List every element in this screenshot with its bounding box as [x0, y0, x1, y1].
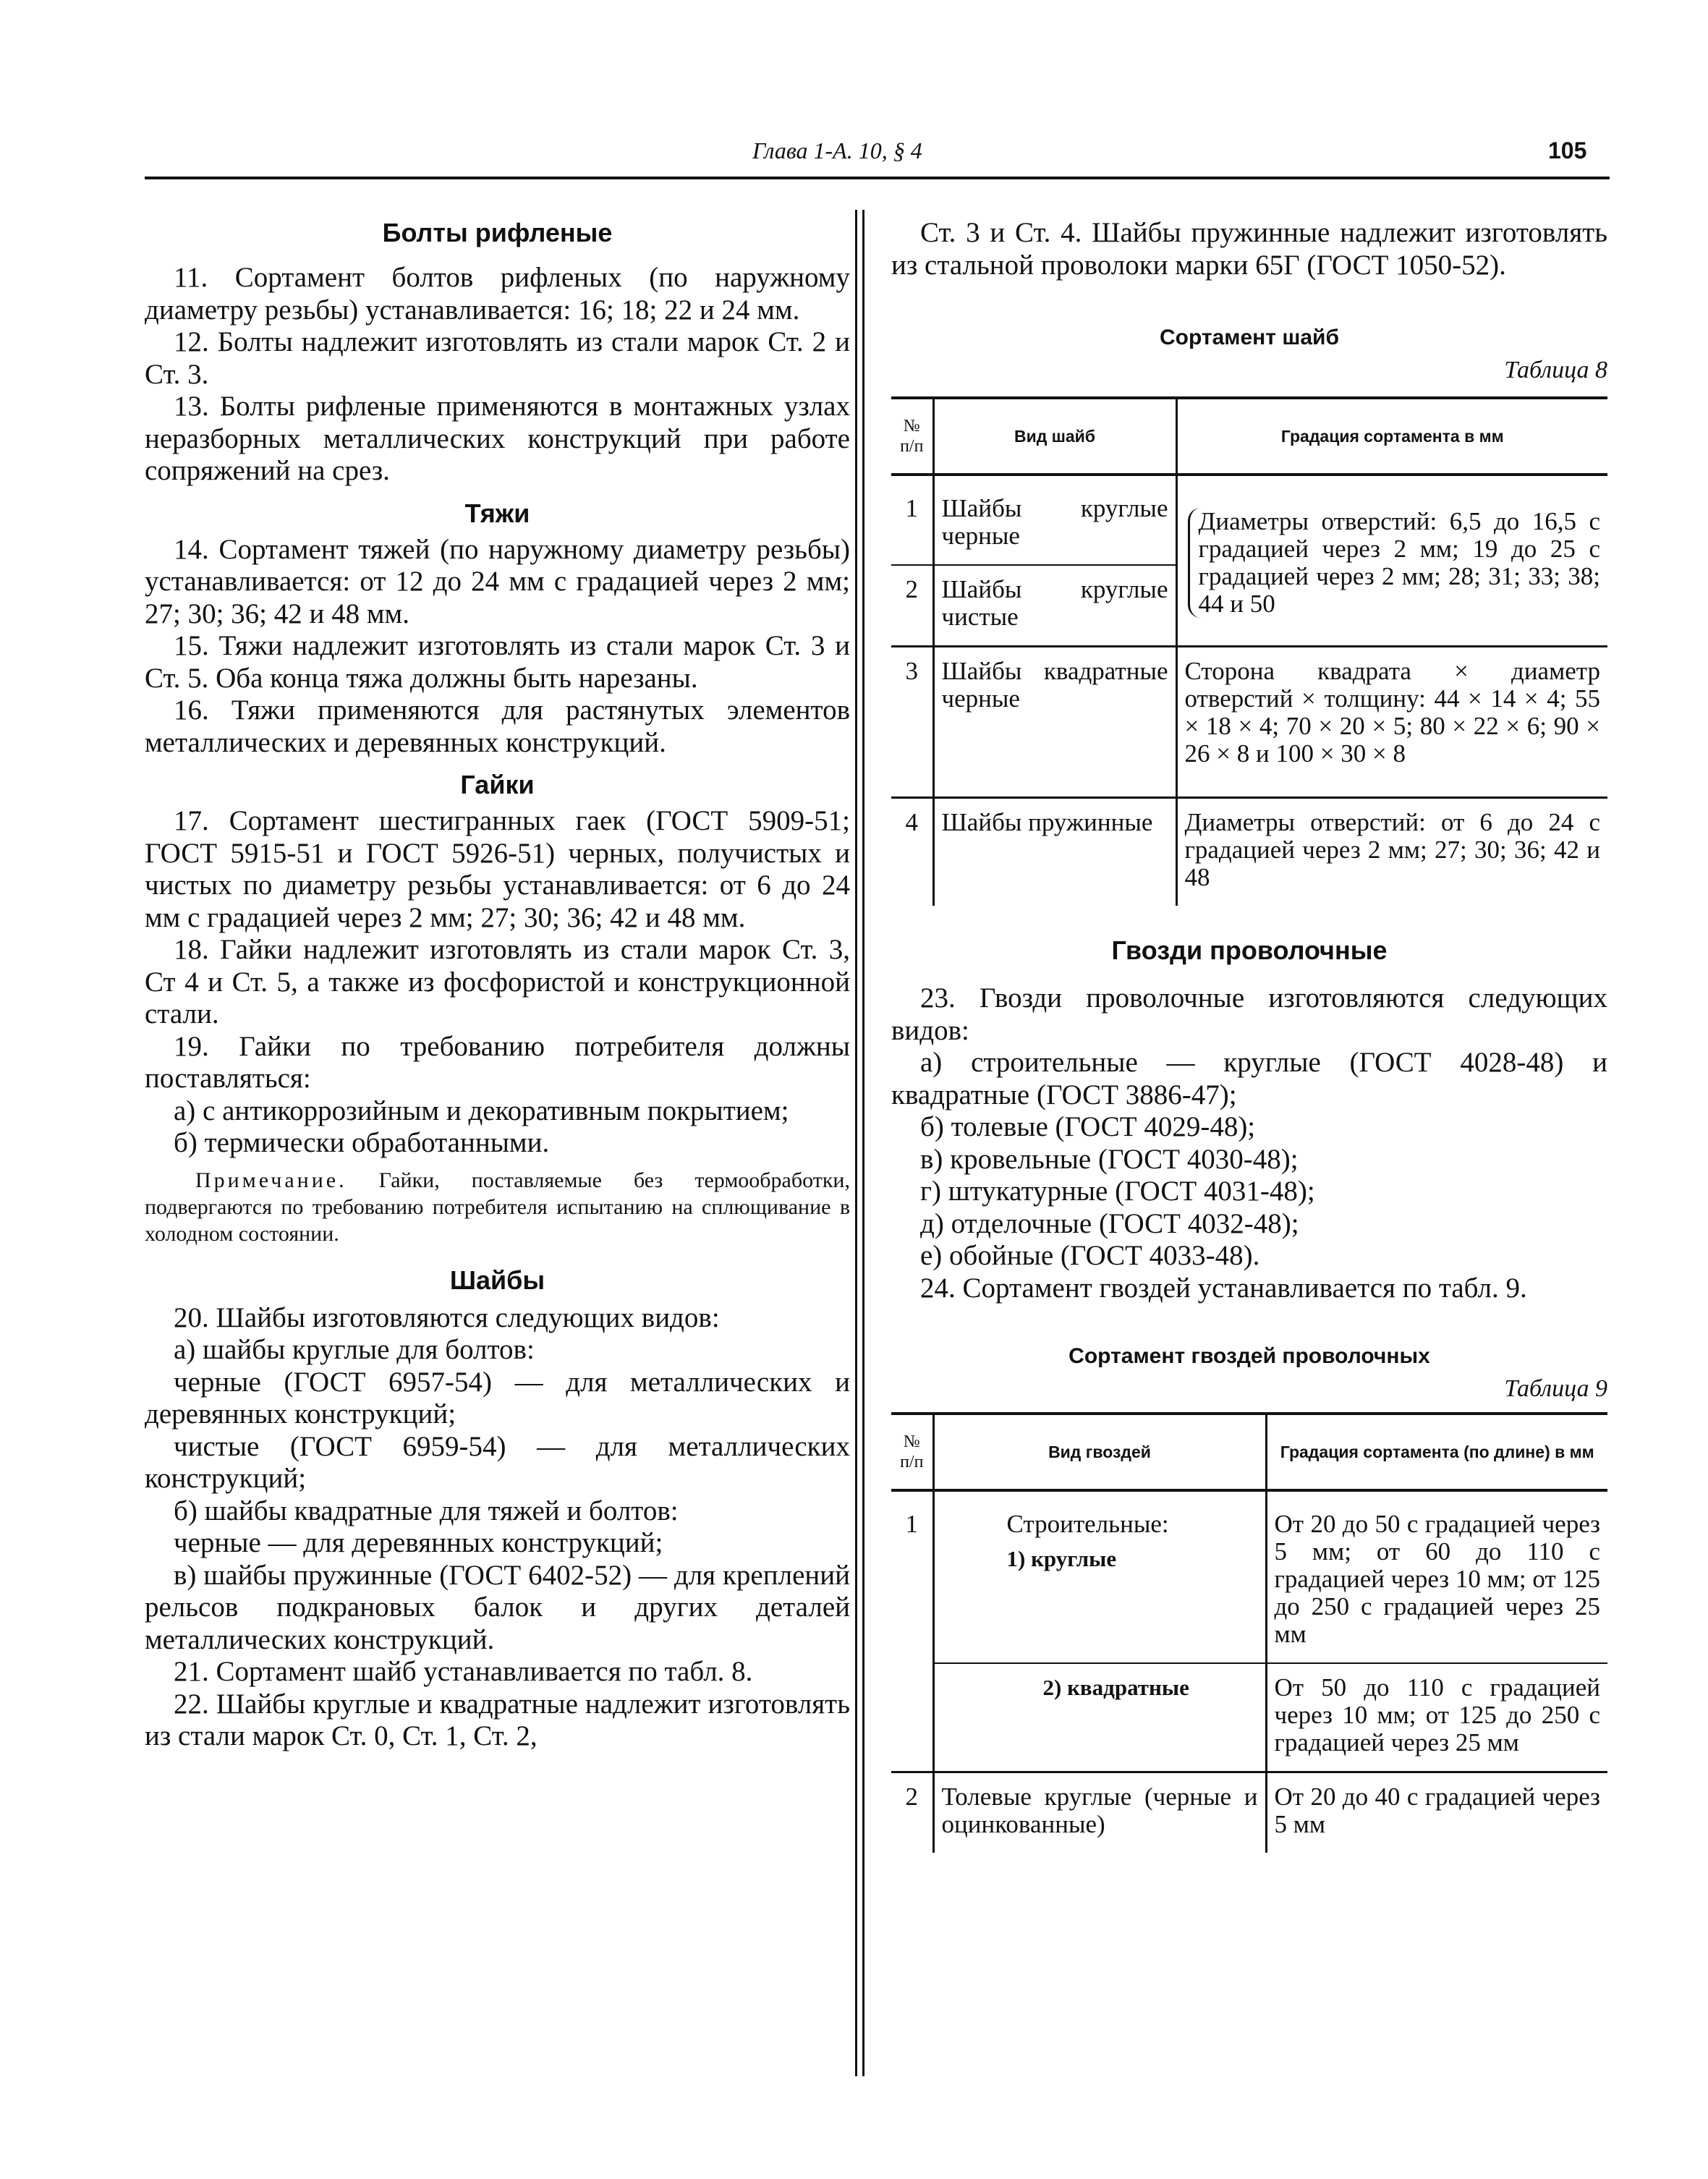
paragraph: 23. Гвозди проволочные изготовляются следующих видов:: [891, 982, 1607, 1046]
paragraph: 22. Шайбы круглые и квадратные надлежит изготовлять из стали марок Ст. 0, Ст. 1, Ст. 2,: [145, 1688, 850, 1751]
table-cell: 1: [905, 1510, 918, 1538]
table-cell: 4: [891, 798, 933, 906]
paragraph: 19. Гайки по требованию потребителя должны поставляться:: [145, 1030, 850, 1094]
section-title: Шайбы: [449, 1265, 545, 1295]
row-sublabel: 1) круглые: [1006, 1546, 1117, 1571]
section-title: Болты рифленые: [382, 218, 613, 247]
brace: Диаметры отверстий: 6,5 до 16,5 с градацией через 2 мм; 19 до 25 с градацией через 2 мм; 28; 31; 33; 38; 44 и 50: [1188, 508, 1601, 618]
table-9: [891, 1412, 1607, 1853]
list-item: в) кровельные (ГОСТ 4030-48);: [920, 1143, 1299, 1175]
header-cell: № п/п: [891, 1414, 933, 1490]
table-cell: От 20 до 40 с градацией через 5 мм: [1266, 1772, 1607, 1853]
list-item: г) штукатурные (ГОСТ 4031-48);: [920, 1176, 1315, 1207]
paragraph: 14. Сортамент тяжей (по наружному диаметру резьбы) устанавливается: от 12 до 24 мм с градацией через 2 мм; 27; 30; 36; 42 и 48 мм.: [145, 533, 850, 629]
list-item: д) отделочные (ГОСТ 4032-48);: [920, 1207, 1299, 1239]
table-cell: 2) квадратные: [933, 1663, 1266, 1772]
list-item: а) с антикоррозийным и декоративным покрытием;: [174, 1095, 789, 1126]
table-cell: От 50 до 110 с градацией через 10 мм; от 125 до 250 с градацией через 25 мм: [1266, 1663, 1607, 1772]
paragraph: 20. Шайбы изготовляются следующих видов:: [174, 1301, 720, 1333]
list-item: черные — для деревянных конструкций;: [174, 1527, 663, 1558]
table-number: Таблица 8: [1504, 356, 1607, 383]
note: [145, 1167, 850, 1247]
paragraph: 18. Гайки надлежит изготовлять из стали марок Ст. 3, Ст 4 и Ст. 5, а также из фосфористой и конструкционной стали.: [145, 934, 850, 1029]
list-item: б) термически обработанными.: [174, 1127, 550, 1158]
note-label: Примечание.: [195, 1168, 347, 1192]
page-number: 105: [1548, 137, 1587, 163]
table-cell: 2: [891, 565, 933, 647]
header-cell: Градация сортамента в мм: [1176, 398, 1607, 475]
list-item: черные (ГОСТ 6957-54) — для металлических и деревянных конструкций;: [145, 1366, 850, 1430]
table-cell: Шайбы пружинные: [933, 798, 1176, 906]
table-cell: [1176, 475, 1607, 647]
paragraph: 13. Болты рифленые применяются в монтажных узлах неразборных металлических конструкций при работе сопряжений на срез.: [145, 391, 850, 486]
paragraph: 24. Сортамент гвоздей устанавливается по табл. 9.: [920, 1272, 1527, 1304]
note-text: Гайки, поставляемые без термообработки, подвергаются по требованию потребителя испытанию на сплющивание в холодном состоянии.: [145, 1168, 850, 1246]
paragraph: 17. Сортамент шестигранных гаек (ГОСТ 5909-51; ГОСТ 5915-51 и ГОСТ 5926-51) черных, получистых и чистых по диаметру резьбы устанавливается: от 6 до 24 мм с градацией через 2 мм; 27; 30; 36; 42 и 48 мм.: [145, 805, 850, 933]
table-cell: Диаметры отверстий: от 6 до 24 с градацией через 2 мм; 27; 30; 36; 42 и 48: [1176, 798, 1607, 906]
paragraph: 11. Сортамент болтов рифленых (по наружному диаметру резьбы) устанавливается: 16; 18; 22 и 24 мм.: [145, 262, 850, 326]
list-item: в) шайбы пружинные (ГОСТ 6402-52) — для креплений рельсов подкрановых балок и других деталей металлических конструкций.: [145, 1559, 850, 1655]
table-cell: 3: [891, 647, 933, 798]
section-title: Гвозди проволочные: [1111, 935, 1388, 965]
header-cell: Градация сортамента (по длине) в мм: [1266, 1414, 1607, 1490]
left-column: [145, 217, 850, 1753]
header-cell: Вид гвоздей: [933, 1414, 1266, 1490]
row-label: Строительные:: [1006, 1510, 1169, 1538]
table-cell: 2: [891, 1772, 933, 1853]
paragraph: 16. Тяжи применяются для растянутых элементов металлических и деревянных конструкций.: [145, 695, 850, 758]
table-cell: Шайбы круглые черные: [933, 475, 1176, 565]
list-item: б) шайбы квадратные для тяжей и болтов:: [174, 1495, 679, 1526]
right-column: [891, 217, 1607, 1853]
table-caption: Сортамент шайб: [1160, 326, 1339, 349]
table-cell: [933, 1490, 1266, 1663]
table-cell: Шайбы квадратные черные: [933, 647, 1176, 798]
table-cell: От 20 до 50 с градацией через 5 мм; от 60 до 110 с градацией через 10 мм; от 125 до 250 с градацией через 25 мм: [1266, 1490, 1607, 1663]
column-divider: [855, 210, 857, 2076]
table-number: Таблица 9: [1504, 1375, 1607, 1402]
header-rule: [145, 177, 1610, 179]
running-head: Глава 1-А. 10, § 4: [752, 137, 922, 163]
table-cell: 1: [905, 494, 918, 522]
table-caption: Сортамент гвоздей проволочных: [1068, 1344, 1430, 1368]
column-divider: [862, 210, 864, 2076]
table-8: [891, 396, 1607, 906]
list-item: а) строительные — круглые (ГОСТ 4028-48) и квадратные (ГОСТ 3886-47);: [891, 1047, 1607, 1110]
paragraph: 21. Сортамент шайб устанавливается по табл. 8.: [174, 1656, 753, 1687]
table-cell: Сторона квадрата × диаметр отверстий × толщину: 44 × 14 × 4; 55 × 18 × 4; 70 × 20 × 5; 80 × 22 × 6; 90 × 26 × 8 и 100 × 30 × 8: [1176, 647, 1607, 798]
paragraph: Ст. 3 и Ст. 4. Шайбы пружинные надлежит изготовлять из стальной проволоки марки 65Г (ГОСТ 1050-52).: [891, 217, 1607, 281]
section-title: Тяжи: [464, 498, 530, 528]
section-title: Гайки: [460, 770, 535, 799]
header-cell: Вид шайб: [933, 398, 1176, 475]
paragraph: 12. Болты надлежит изготовлять из стали марок Ст. 2 и Ст. 3.: [145, 326, 850, 390]
list-item: чистые (ГОСТ 6959-54) — для металлических конструкций;: [145, 1430, 850, 1494]
header-cell: № п/п: [891, 398, 933, 475]
table-cell: Шайбы круглые чистые: [933, 565, 1176, 647]
paragraph: 15. Тяжи надлежит изготовлять из стали марок Ст. 3 и Ст. 5. Оба конца тяжа должны быть нарезаны.: [145, 630, 850, 694]
list-item: е) обойные (ГОСТ 4033-48).: [920, 1240, 1260, 1271]
list-item: а) шайбы круглые для болтов:: [174, 1334, 535, 1365]
list-item: б) толевые (ГОСТ 4029-48);: [920, 1111, 1256, 1142]
table-cell: Толевые круглые (черные и оцинкованные): [933, 1772, 1266, 1853]
